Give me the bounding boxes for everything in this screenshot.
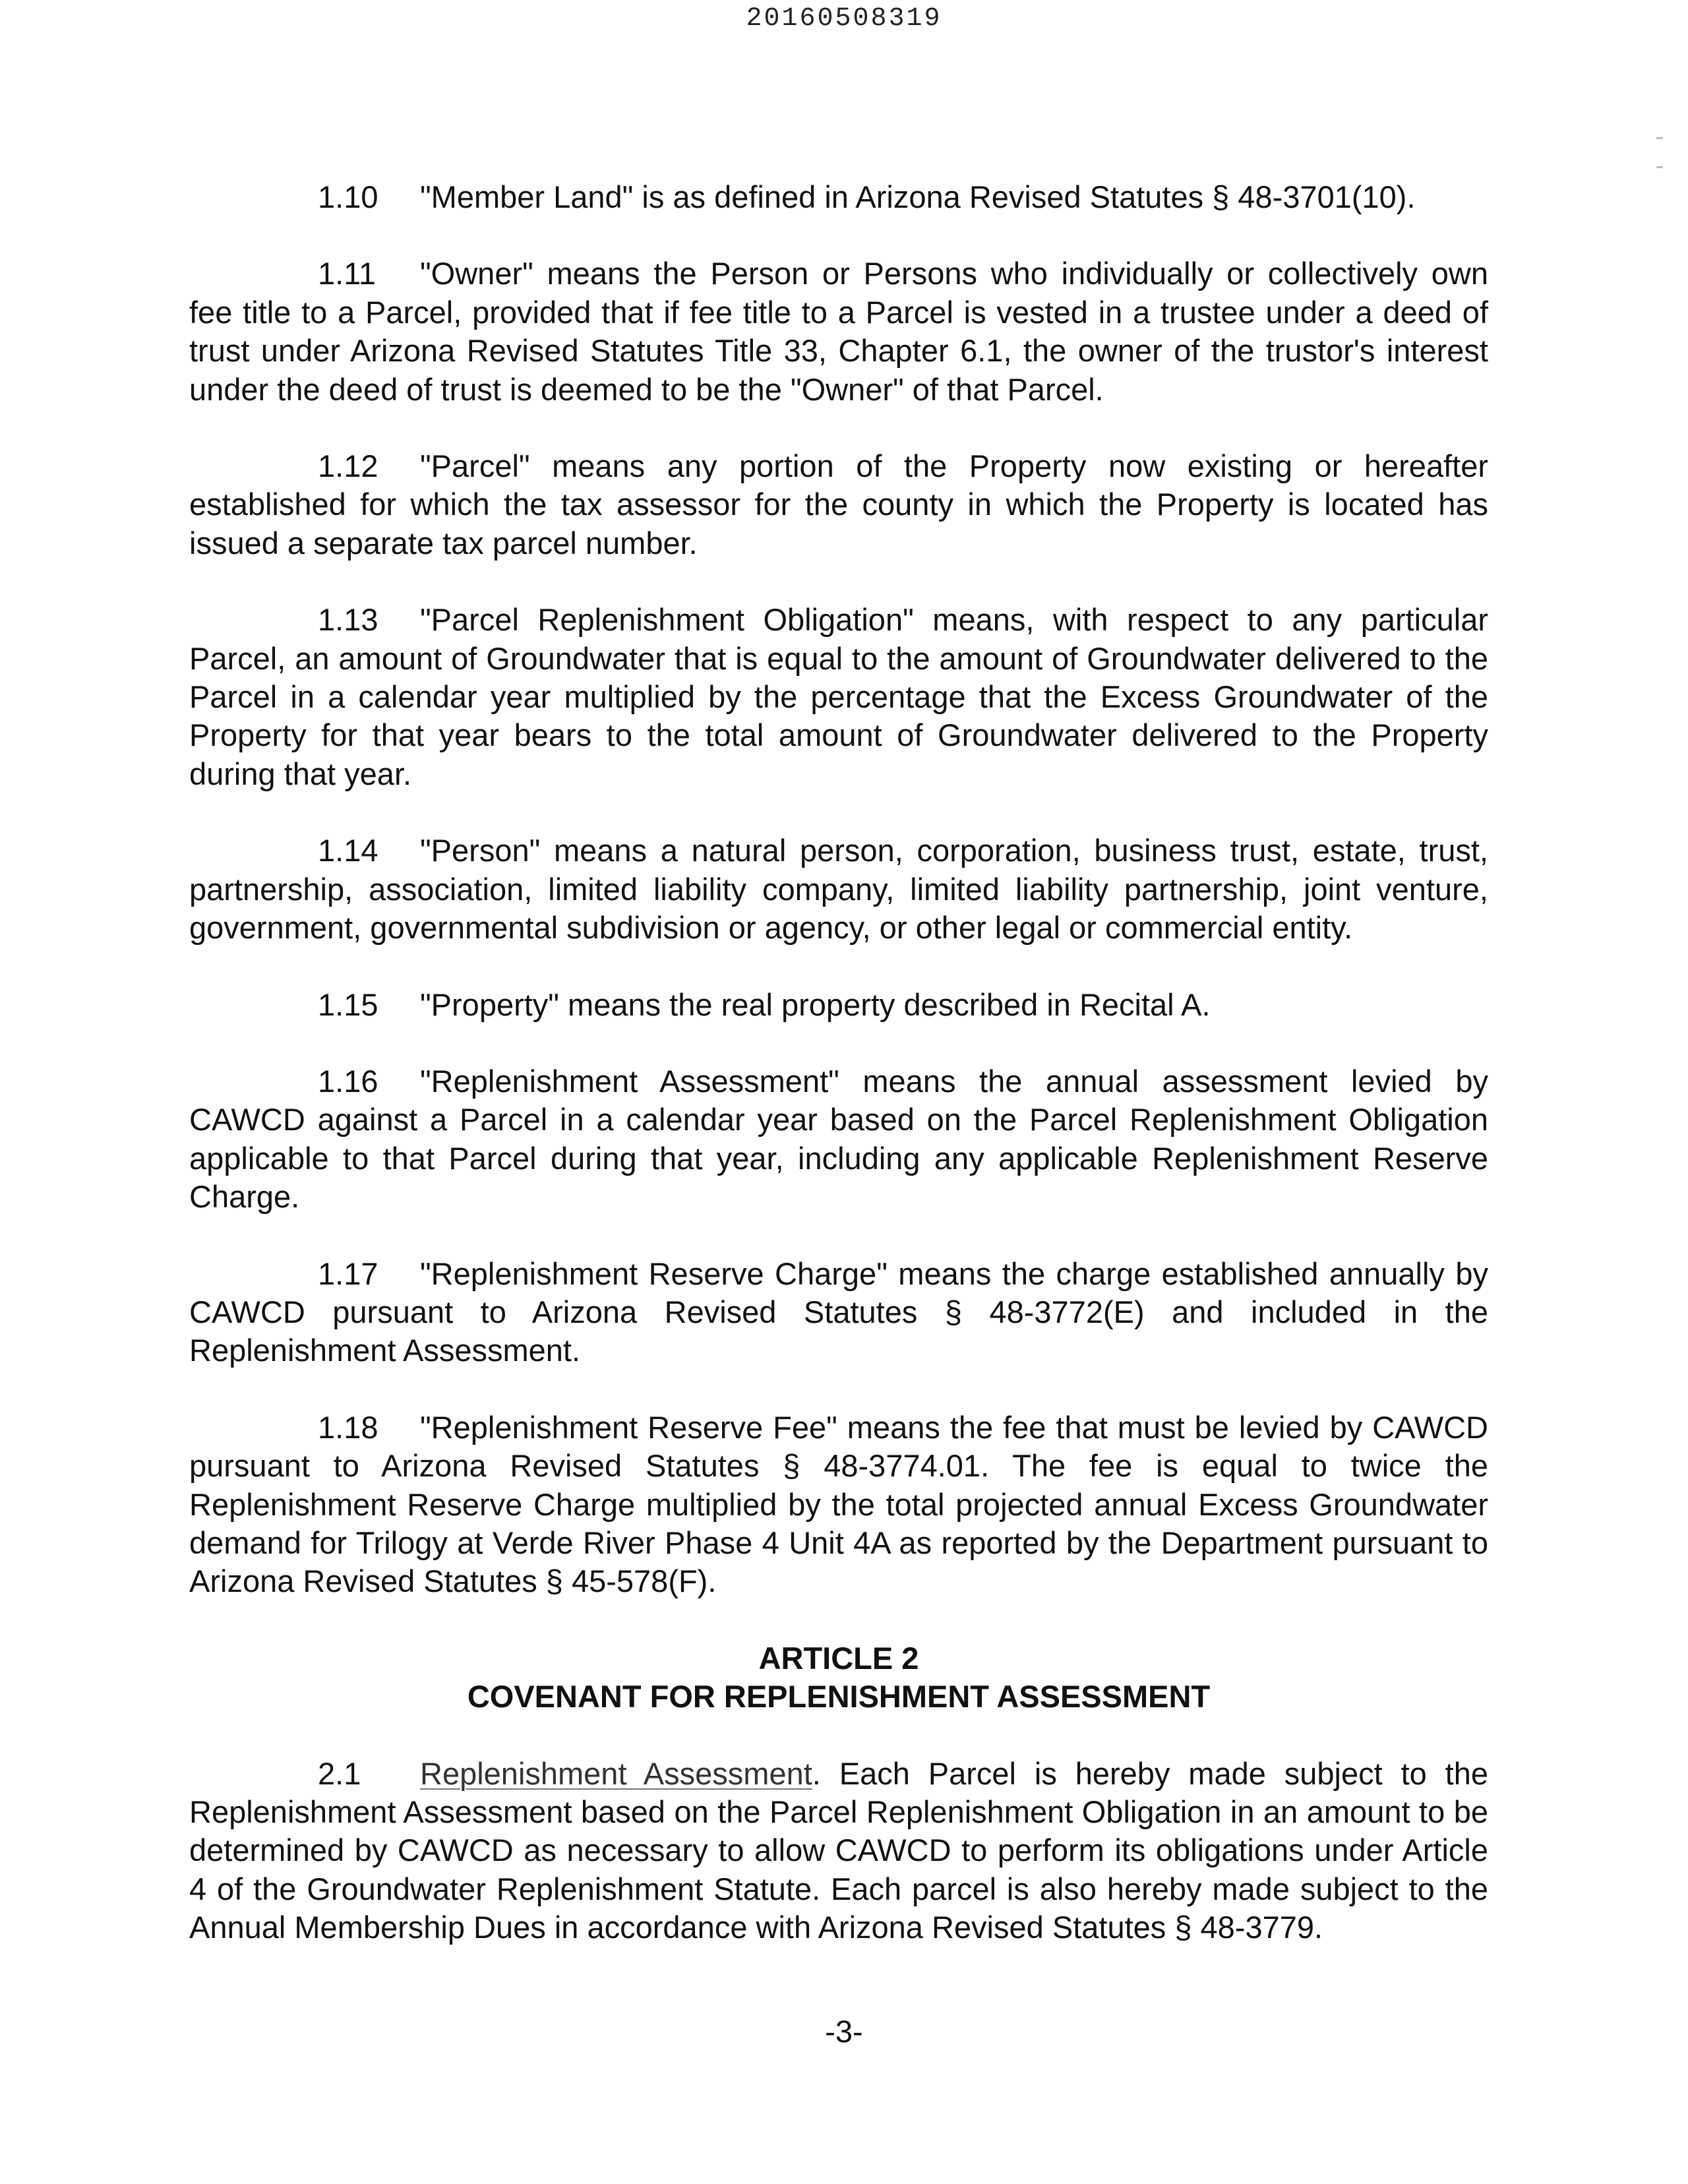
paragraph-1-15 [189, 986, 1488, 1024]
paragraph-1-14 [189, 832, 1488, 947]
section-number: 1.16 [318, 1063, 378, 1099]
section-number: 1.18 [318, 1409, 378, 1445]
section-text: . Each Parcel is hereby made subject to the Replenishment Assessment based on the Parcel Replenishment Obligation in an amount to be determined by CAWCD as necessary to allow CAWCD to perform its obligations under Article 4 of the Groundwater Replenishment Statute. Each parcel is also hereby made subject to the Annual Membership Dues in accordance with Arizona Revised Statutes § 48-3779. [189, 1755, 1489, 1945]
paragraph-2-1 [189, 1755, 1488, 1947]
section-text: "Replenishment Assessment" means the annual assessment levied by CAWCD against a Parcel in a calendar year based on the Parcel Replenishment Obligation applicable to that Parcel during that year, including any applicable Replenishment Reserve Charge. [189, 1063, 1488, 1215]
paragraph-1-13 [189, 601, 1488, 793]
section-text: "Owner" means the Person or Persons who individually or collectively own fee title to a Parcel, provided that if fee title to a Parcel is vested in a trustee under a deed of trust under Arizona Revised Statutes Title 33, Chapter 6.1, the owner of the trustor's interest under the deed of trust is deemed to be the "Owner" of that Parcel. [189, 256, 1488, 407]
paragraph-1-12 [189, 447, 1488, 562]
article-heading [189, 1639, 1488, 1716]
scan-edge-mark [1656, 166, 1663, 168]
recording-number: 20160508319 [746, 4, 942, 34]
section-text: "Person" means a natural person, corporation, business trust, estate, trust, partnership, association, limited liability company, limited liability partnership, joint venture, government, governmental subdivision or agency, or other legal or commercial entity. [189, 833, 1488, 946]
section-number: 2.1 [318, 1755, 361, 1791]
section-text: "Replenishment Reserve Charge" means the charge established annually by CAWCD pursuant to Arizona Revised Statutes § 48-3772(E) and included in the Replenishment Assessment. [189, 1256, 1488, 1368]
section-number: 1.15 [318, 986, 378, 1022]
section-number: 1.12 [318, 448, 378, 484]
section-number: 1.13 [318, 602, 378, 638]
document-body [189, 178, 1488, 1947]
section-number: 1.10 [318, 179, 378, 214]
paragraph-1-10 [189, 178, 1488, 216]
section-number: 1.17 [318, 1256, 378, 1291]
section-text: "Property" means the real property described in Recital A. [420, 986, 1211, 1022]
section-number: 1.11 [318, 256, 376, 291]
paragraph-1-16 [189, 1062, 1488, 1217]
paragraph-1-18 [189, 1409, 1488, 1601]
section-text: "Replenishment Reserve Fee" means the fee that must be levied by CAWCD pursuant to Arizona Revised Statutes § 48-3774.01. The fee is equal to twice the Replenishment Reserve Charge multiplied by the total projected annual Excess Groundwater demand for Trilogy at Verde River Phase 4 Unit 4A as reported by the Department pursuant to Arizona Revised Statutes § 45-578(F). [189, 1409, 1488, 1599]
section-text: "Member Land" is as defined in Arizona Revised Statutes § 48-3701(10). [420, 179, 1416, 214]
section-number: 1.14 [318, 833, 378, 868]
scan-edge-mark [1656, 137, 1663, 139]
article-title: COVENANT FOR REPLENISHMENT ASSESSMENT [467, 1679, 1211, 1714]
page-number: -3- [825, 2014, 863, 2049]
section-caption: Replenishment Assessment [420, 1755, 812, 1791]
section-text: "Parcel Replenishment Obligation" means, with respect to any particular Parcel, an amount of Groundwater that is equal to the amount of Groundwater delivered to the Parcel in a calendar year multiplied by the percentage that the Excess Groundwater of the Property for that year bears to the total amount of Groundwater delivered to the Property during that year. [189, 602, 1488, 791]
paragraph-1-17 [189, 1255, 1488, 1370]
section-text: "Parcel" means any portion of the Property now existing or hereafter established for which the tax assessor for the county in which the Property is located has issued a separate tax parcel number. [189, 448, 1488, 561]
article-number: ARTICLE 2 [758, 1640, 919, 1676]
paragraph-1-11 [189, 255, 1488, 409]
